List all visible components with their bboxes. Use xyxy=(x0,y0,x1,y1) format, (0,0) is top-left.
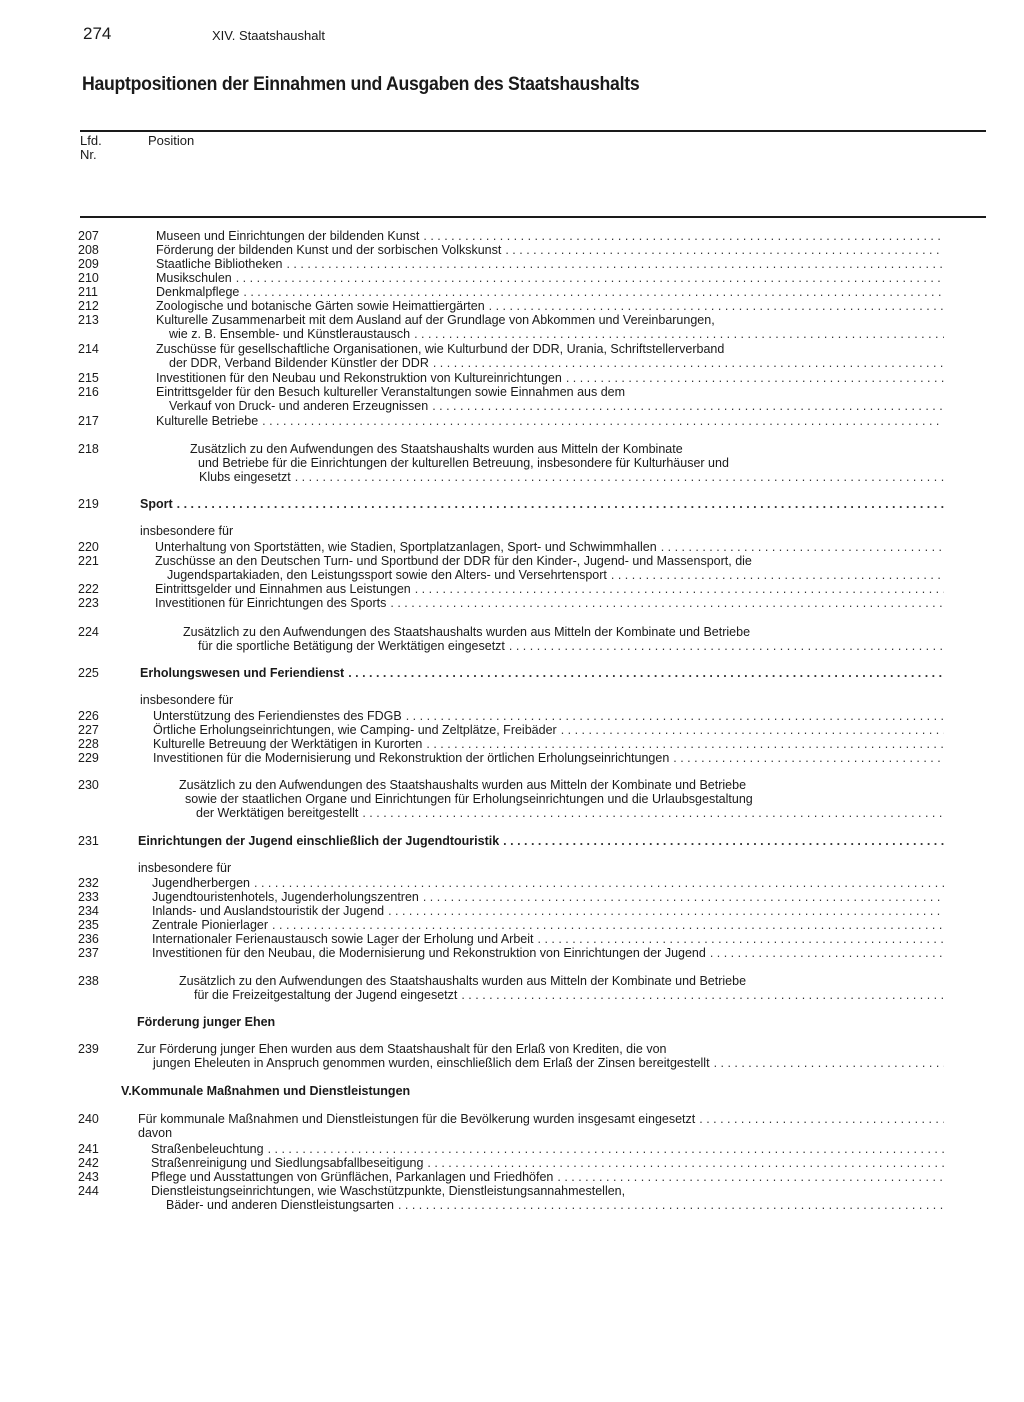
position-text: für die Freizeitgestaltung der Jugend eingesetzt xyxy=(194,988,458,1002)
row-number: 208 xyxy=(78,243,99,257)
position-line xyxy=(156,300,944,314)
dot-leader xyxy=(561,724,944,738)
position-text: Jugendtouristenhotels, Jugenderholungszentren xyxy=(152,890,419,904)
position-line xyxy=(153,738,944,752)
dot-leader xyxy=(509,640,944,654)
position-line xyxy=(156,415,944,429)
position-line xyxy=(156,372,944,386)
position-text: Staatliche Bibliotheken xyxy=(156,257,283,271)
position-text: Zusätzlich zu den Aufwendungen des Staatshaushalts wurden aus Mitteln der Kombinate und Betriebe xyxy=(179,974,747,988)
position-line xyxy=(183,626,750,640)
position-line xyxy=(156,386,625,400)
position-text: Inlands- und Auslandstouristik der Jugend xyxy=(152,904,385,918)
row-number: 211 xyxy=(78,285,98,299)
row-number: 217 xyxy=(78,414,99,428)
position-line xyxy=(194,989,944,1003)
position-text: Denkmalpflege xyxy=(156,285,240,299)
row-number: 212 xyxy=(78,299,99,313)
position-text: Eintrittsgelder und Einnahmen aus Leistungen xyxy=(155,582,411,596)
position-line xyxy=(169,400,944,414)
position-line xyxy=(153,724,944,738)
row-number: 244 xyxy=(78,1184,99,1198)
dot-leader xyxy=(415,583,944,597)
dot-leader xyxy=(489,300,944,314)
row-number: 237 xyxy=(78,946,99,960)
position-line xyxy=(152,891,944,905)
row-number: 226 xyxy=(78,709,99,723)
position-line xyxy=(167,569,944,583)
column-header-position: Position xyxy=(148,133,195,148)
position-line xyxy=(156,230,944,244)
dot-leader xyxy=(254,877,944,891)
position-line xyxy=(121,1085,410,1099)
dot-leader xyxy=(461,989,944,1003)
row-number: 240 xyxy=(78,1112,99,1126)
row-number: 220 xyxy=(78,540,99,554)
position-line xyxy=(138,1127,172,1141)
row-number: 228 xyxy=(78,737,99,751)
dot-leader xyxy=(286,258,944,272)
position-line xyxy=(151,1171,944,1185)
dot-leader xyxy=(177,498,944,512)
position-text: insbesondere für xyxy=(138,861,232,875)
row-number: 233 xyxy=(78,890,99,904)
position-line xyxy=(140,694,233,708)
row-number: 219 xyxy=(78,497,99,511)
position-text: Zentrale Pionierlager xyxy=(152,918,269,932)
position-text: Kulturelle Zusammenarbeit mit dem Ausland auf der Grundlage von Abkommen und Vereinbarungen, xyxy=(156,313,715,327)
position-text: Verkauf von Druck- und anderen Erzeugnissen xyxy=(169,399,429,413)
dot-leader xyxy=(414,328,944,342)
position-line xyxy=(185,793,753,807)
position-line xyxy=(156,244,944,258)
dot-leader xyxy=(236,272,944,286)
row-number: 207 xyxy=(78,229,99,243)
position-text: für die sportliche Betätigung der Werktätigen eingesetzt xyxy=(198,639,505,653)
dot-leader xyxy=(714,1057,944,1071)
position-text: und Betriebe für die Einrichtungen der kulturellen Betreuung, insbesondere für Kulturhäuser und xyxy=(198,456,729,470)
position-line xyxy=(140,667,944,681)
row-number: 227 xyxy=(78,723,99,737)
dot-leader xyxy=(272,919,944,933)
row-number: 238 xyxy=(78,974,99,988)
position-line xyxy=(137,1016,275,1030)
dot-leader xyxy=(362,807,944,821)
position-text: Straßenreinigung und Siedlungsabfallbeseitigung xyxy=(151,1156,424,1170)
position-line xyxy=(166,1199,944,1213)
position-text: Für kommunale Maßnahmen und Dienstleistungen für die Bevölkerung wurden insgesamt eingesetzt xyxy=(138,1112,696,1126)
position-line xyxy=(152,947,944,961)
position-text: Örtliche Erholungseinrichtungen, wie Camping- und Zeltplätze, Freibäder xyxy=(153,723,557,737)
position-line xyxy=(155,583,944,597)
position-line xyxy=(196,807,944,821)
position-line xyxy=(155,541,944,555)
position-text: Förderung junger Ehen xyxy=(137,1015,276,1029)
position-text: jungen Eheleuten in Anspruch genommen wurden, einschließlich dem Erlaß der Zinsen bereitgestellt xyxy=(153,1056,710,1070)
row-number: 229 xyxy=(78,751,99,765)
dot-leader xyxy=(295,471,944,485)
row-number: 230 xyxy=(78,778,99,792)
row-number: 216 xyxy=(78,385,99,399)
dot-leader xyxy=(538,933,945,947)
row-number: 236 xyxy=(78,932,99,946)
dot-leader xyxy=(673,752,944,766)
position-text: Internationaler Ferienaustausch sowie Lager der Erholung und Arbeit xyxy=(152,932,534,946)
dot-leader xyxy=(423,891,944,905)
dot-leader xyxy=(505,244,944,258)
dot-leader xyxy=(406,710,944,724)
position-line xyxy=(152,877,944,891)
position-text: Kulturelle Betreuung der Werktätigen in Kurorten xyxy=(153,737,423,751)
position-text: Erholungswesen und Feriendienst xyxy=(140,666,345,680)
dot-leader xyxy=(348,667,944,681)
position-line xyxy=(155,555,752,569)
position-text: Förderung der bildenden Kunst und der sorbischen Volkskunst xyxy=(156,243,502,257)
position-line xyxy=(155,597,944,611)
position-line xyxy=(169,357,944,371)
position-line xyxy=(169,328,944,342)
position-text: Investitionen für den Neubau, die Modernisierung und Rekonstruktion von Einrichtungen der Jugend xyxy=(152,946,706,960)
row-number: 215 xyxy=(78,371,99,385)
dot-leader xyxy=(503,835,944,849)
row-number: 225 xyxy=(78,666,99,680)
position-text: Unterhaltung von Sportstätten, wie Stadien, Sportplatzanlagen, Sport- und Schwimmhallen xyxy=(155,540,657,554)
position-line xyxy=(190,443,683,457)
row-number: 224 xyxy=(78,625,99,639)
row-number: 231 xyxy=(78,834,99,848)
position-line xyxy=(153,1057,944,1071)
row-number: 221 xyxy=(78,554,99,568)
row-number: 214 xyxy=(78,342,99,356)
page-number: 274 xyxy=(83,24,112,43)
position-line xyxy=(151,1157,944,1171)
position-text: Straßenbeleuchtung xyxy=(151,1142,264,1156)
dot-leader xyxy=(433,357,944,371)
position-line xyxy=(138,1113,944,1127)
position-text: Zoologische und botanische Gärten sowie Heimattiergärten xyxy=(156,299,485,313)
position-line xyxy=(151,1185,625,1199)
dot-leader xyxy=(699,1113,944,1127)
dot-leader xyxy=(432,400,944,414)
position-text: Zuschüsse an den Deutschen Turn- und Sportbund der DDR für den Kinder-, Jugend- und Massensport, die xyxy=(155,554,752,568)
row-number: 210 xyxy=(78,271,99,285)
position-line xyxy=(156,272,944,286)
position-text: Investitionen für die Modernisierung und Rekonstruktion der örtlichen Erholungseinrichtungen xyxy=(153,751,670,765)
position-line xyxy=(198,640,944,654)
chapter-heading: XIV. Staatshaushalt xyxy=(212,28,325,43)
position-text: insbesondere für xyxy=(140,524,234,538)
dot-leader xyxy=(427,1157,944,1171)
position-line xyxy=(137,1043,666,1057)
position-text: der Werktätigen bereitgestellt xyxy=(196,806,359,820)
position-text: Dienstleistungseinrichtungen, wie Waschstützpunkte, Dienstleistungsannahmestellen, xyxy=(151,1184,626,1198)
position-text: Kulturelle Betriebe xyxy=(156,414,259,428)
row-number: 243 xyxy=(78,1170,99,1184)
position-text: Pflege und Ausstattungen von Grünflächen, Parkanlagen und Friedhöfen xyxy=(151,1170,554,1184)
row-number: 213 xyxy=(78,313,99,327)
dot-leader xyxy=(398,1199,944,1213)
position-line xyxy=(156,314,715,328)
row-number: 218 xyxy=(78,442,99,456)
dot-leader xyxy=(566,372,944,386)
row-number: 241 xyxy=(78,1142,99,1156)
position-text: Museen und Einrichtungen der bildenden Kunst xyxy=(156,229,420,243)
position-text: Klubs eingesetzt xyxy=(199,470,291,484)
position-line xyxy=(140,498,944,512)
row-number: 223 xyxy=(78,596,99,610)
dot-leader xyxy=(611,569,944,583)
position-text: Zusätzlich zu den Aufwendungen des Staatshaushalts wurden aus Mitteln der Kombinate xyxy=(190,442,683,456)
position-text: V.Kommunale Maßnahmen und Dienstleistungen xyxy=(121,1084,411,1098)
position-line xyxy=(138,835,944,849)
position-line xyxy=(156,343,724,357)
position-text: davon xyxy=(138,1126,173,1140)
position-text: Zusätzlich zu den Aufwendungen des Staatshaushalts wurden aus Mitteln der Kombinate und Betriebe xyxy=(183,625,751,639)
position-line xyxy=(199,471,944,485)
row-number: 209 xyxy=(78,257,99,271)
position-text: Einrichtungen der Jugend einschließlich der Jugendtouristik xyxy=(138,834,500,848)
position-line xyxy=(198,457,729,471)
row-number: 232 xyxy=(78,876,99,890)
position-text: wie z. B. Ensemble- und Künstleraustausch xyxy=(169,327,411,341)
position-text: Unterstützung des Feriendienstes des FDGB xyxy=(153,709,402,723)
position-line xyxy=(153,710,944,724)
position-text: Sport xyxy=(140,497,173,511)
position-text: Zusätzlich zu den Aufwendungen des Staatshaushalts wurden aus Mitteln der Kombinate und Betriebe xyxy=(179,778,747,792)
page-title: Hauptpositionen der Einnahmen und Ausgaben des Staatshaushalts xyxy=(82,74,640,95)
position-text: Bäder- und anderen Dienstleistungsarten xyxy=(166,1198,394,1212)
position-line xyxy=(140,525,233,539)
position-text: der DDR, Verband Bildender Künstler der DDR xyxy=(169,356,429,370)
position-text: Jugendherbergen xyxy=(152,876,250,890)
dot-leader xyxy=(388,905,944,919)
dot-leader xyxy=(426,738,944,752)
dot-leader xyxy=(710,947,944,961)
dot-leader xyxy=(661,541,944,555)
dot-leader xyxy=(557,1171,944,1185)
row-number: 235 xyxy=(78,918,99,932)
dot-leader xyxy=(423,230,944,244)
position-text: Zuschüsse für gesellschaftliche Organisationen, wie Kulturbund der DDR, Urania, Schriftstellerverband xyxy=(156,342,725,356)
dot-leader xyxy=(268,1143,944,1157)
position-text: Eintrittsgelder für den Besuch kultureller Veranstaltungen sowie Einnahmen aus dem xyxy=(156,385,626,399)
position-line xyxy=(138,862,231,876)
position-text: sowie der staatlichen Organe und Einrichtungen für Erholungseinrichtungen und die Urlaubsgestaltung xyxy=(185,792,753,806)
position-text: Musikschulen xyxy=(156,271,232,285)
position-line xyxy=(156,258,944,272)
row-number: 222 xyxy=(78,582,99,596)
position-text: Investitionen für Einrichtungen des Sports xyxy=(155,596,387,610)
position-line xyxy=(152,933,944,947)
row-number: 242 xyxy=(78,1156,99,1170)
position-line xyxy=(151,1143,944,1157)
position-text: Jugendspartakiaden, den Leistungssport sowie den Alters- und Versehrtensport xyxy=(167,568,607,582)
dot-leader xyxy=(262,415,944,429)
position-line xyxy=(152,919,944,933)
position-text: insbesondere für xyxy=(140,693,234,707)
column-header-nr: Nr. xyxy=(80,147,97,162)
dot-leader xyxy=(390,597,944,611)
row-number: 239 xyxy=(78,1042,99,1056)
position-line xyxy=(179,975,746,989)
dot-leader xyxy=(243,286,944,300)
column-header-lfd: Lfd. xyxy=(80,133,102,148)
position-text: Zur Förderung junger Ehen wurden aus dem Staatshaushalt für den Erlaß von Krediten, die von xyxy=(137,1042,667,1056)
row-number: 234 xyxy=(78,904,99,918)
position-line xyxy=(156,286,944,300)
position-text: Investitionen für den Neubau und Rekonstruktion von Kultureinrichtungen xyxy=(156,371,562,385)
position-line xyxy=(153,752,944,766)
position-line xyxy=(152,905,944,919)
position-line xyxy=(179,779,746,793)
